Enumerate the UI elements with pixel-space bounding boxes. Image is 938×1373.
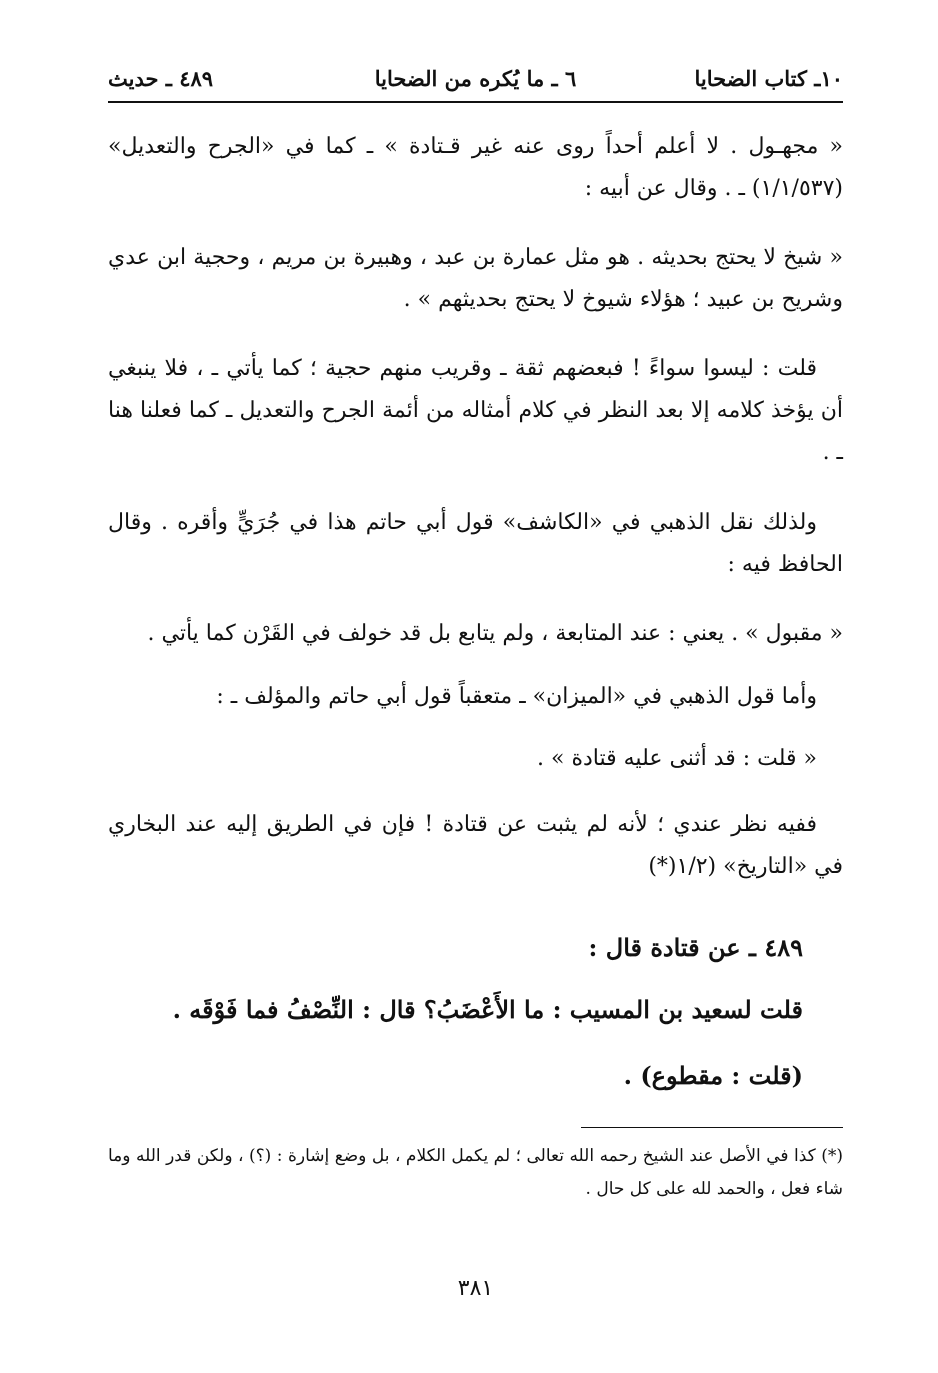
hadith-text: قلت لسعيد بن المسيب : ما الأَعْضَبُ؟ قال : النِّصْفُ فما فَوْقَه . bbox=[172, 995, 803, 1024]
footnote bbox=[108, 1140, 843, 1206]
paragraph-majhul: « مجهـول . لا أعلم أحداً روى عنه غير قـتادة » ـ كما في «الجرح والتعديل» (١/١/٥٣٧) ـ . وقال عن أبيه : bbox=[108, 134, 843, 201]
paragraph-nazar: ففيه نظر عندي ؛ لأنه لم يثبت عن قتادة ! فإن في الطريق إليه عند البخاري في «التاريخ» (١/٢(*) bbox=[108, 812, 843, 879]
paragraph-qultu-laysu: قلت : ليسوا سواءً ! فبعضهم ثقة ـ وقريب منهم حجية ؛ كما يأتي ـ ، فلا ينبغي أن يؤخذ كلامه إلا بعد النظر في كلام أمثاله من أئمة الجرح والتعديل ـ كما فعلنا هنا ـ . bbox=[108, 356, 843, 465]
header-divider bbox=[108, 101, 843, 103]
footnote-divider bbox=[581, 1127, 843, 1128]
header-chapter-title: ٦ ـ ما يُكره من الضحايا bbox=[374, 66, 577, 91]
header-book-title: ١٠ـ كتاب الضحايا bbox=[694, 66, 843, 91]
footnote-text: (*) كذا في الأصل عند الشيخ رحمه الله تعالى ؛ لم يكمل الكلام ، بل وضع إشارة : (؟) ، ولكن قدر الله وما شاء فعل ، والحمد لله على كل حال . bbox=[108, 1146, 843, 1199]
running-header bbox=[108, 62, 843, 102]
book-page bbox=[108, 0, 843, 1373]
paragraph-shaykh-quote: « شيخ لا يحتج بحديثه . هو مثل عمارة بن عبد ، وهبيرة بن مريم ، وحجية ابن عدي وشريح بن عبيد ؛ هؤلاء شيوخ لا يحتج بحديثهم » . bbox=[108, 245, 843, 312]
paragraph-kashif: ولذلك نقل الذهبي في «الكاشف» قول أبي حاتم هذا في جُرَيٍّ وأقره . وقال الحافظ فيه : bbox=[108, 510, 843, 577]
page-number: ٣٨١ bbox=[457, 1276, 494, 1301]
paragraph-maqbul: « مقبول » . يعني : عند المتابعة ، ولم يتابع بل قد خولف في القَرْن كما يأتي . bbox=[147, 621, 843, 646]
paragraph-qad-athna: « قلت : قد أثنى عليه قتادة » . bbox=[537, 746, 817, 771]
hadith-heading: ٤٨٩ ـ عن قتادة قال : bbox=[588, 933, 803, 962]
hadith-grading: (قلت : مقطوع) . bbox=[623, 1061, 803, 1090]
header-hadith-number: ٤٨٩ ـ حديث bbox=[108, 66, 214, 91]
paragraph-mizan: وأما قول الذهبي في «الميزان» ـ متعقباً قول أبي حاتم والمؤلف ـ : bbox=[216, 684, 817, 709]
